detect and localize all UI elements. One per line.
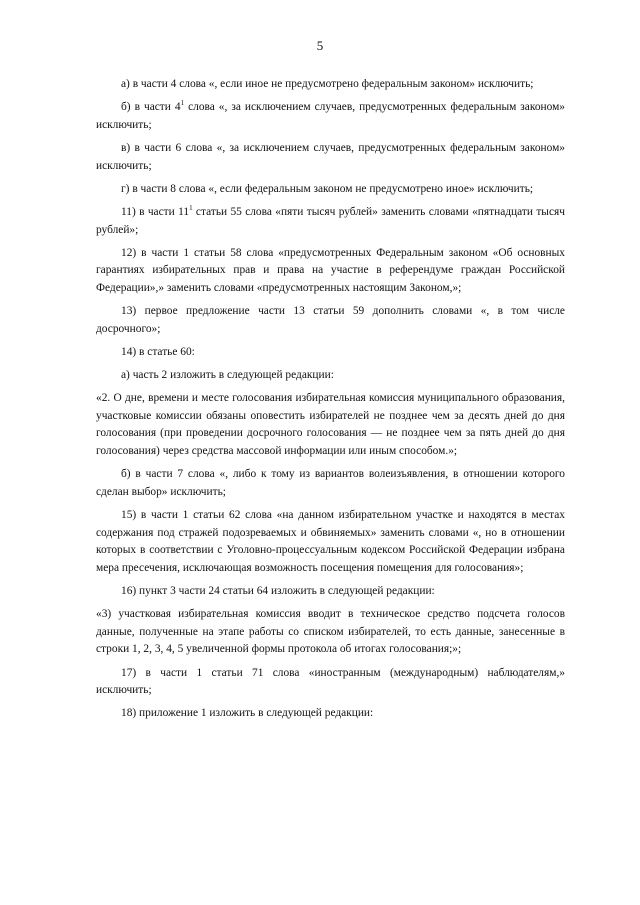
quoted-paragraph: «2. О дне, времени и месте голосования избирательная комиссия муниципального образования, участковые комиссии обязаны оповестить избирателей не позднее чем за десять дней до дня голосования (при проведении досрочного голосования — не позднее чем за пять дней до дня голосования) через средства массовой информации или иным способом.»; [96, 392, 565, 458]
paragraph: 13) первое предложение части 13 статьи 59 дополнить словами «, в том числе досрочного»; [96, 305, 565, 335]
paragraph: б) в части 7 слова «, либо к тому из вариантов волеизъявления, в отношении которого сделан выбор» исключить; [96, 468, 565, 498]
paragraph-text-end: статьи 55 слова «пяти тысяч рублей» заменить словами «пятнадцати тысяч рублей»; [96, 205, 565, 236]
paragraph: 18) приложение 1 изложить в следующей редакции: [121, 707, 374, 720]
document-body [96, 76, 565, 729]
superscript-index: 1 [189, 204, 193, 213]
paragraph: а) в части 4 слова «, если иное не предусмотрено федеральным законом» исключить; [121, 78, 534, 90]
paragraph: в) в части 6 слова «, за исключением случаев, предусмотренных федеральным законом» исключить; [96, 141, 565, 172]
paragraph [96, 99, 565, 134]
paragraph: 12) в части 1 статьи 58 слова «предусмотренных Федеральным законом «Об основных гарантиях избирательных прав и права на участие в референдуме граждан Российской Федерации»,» заменить словами «предусмотренных настоящим Законом,»; [96, 246, 565, 294]
paragraph: 15) в части 1 статьи 62 слова «на данном избирательном участке и находятся в местах содержания под стражей подозреваемых и обвиняемых» заменить словами «, но в отношении которых в соответствии с Уголовно-процессуальным кодексом Российской Федерации избрана мера пресечения, исключающая возможность посещения помещения для голосования»; [96, 509, 565, 574]
paragraph-text-start: б) в части 4 [121, 101, 181, 114]
page-number: 5 [316, 38, 324, 53]
paragraph: а) часть 2 изложить в следующей редакции: [121, 369, 334, 382]
quoted-paragraph: «3) участковая избирательная комиссия вводит в техническое средство подсчета голосов данные, полученные на этапе работы со списком избирателей, то есть данные, занесенные в строки 1, 2, 3, 4, 5 увеличенной формы протокола об итогах голосования;»; [96, 608, 565, 656]
paragraph-text-end: слова «, за исключением случаев, предусмотренных федеральным законом» исключить; [96, 101, 565, 131]
paragraph-text-start: 11) в части 11 [121, 205, 190, 218]
paragraph: 16) пункт 3 части 24 статьи 64 изложить в следующей редакции: [121, 584, 435, 597]
paragraph [96, 204, 565, 239]
superscript-index: 1 [180, 99, 185, 108]
paragraph: г) в части 8 слова «, если федеральным законом не предусмотрено иное» исключить; [121, 182, 534, 195]
paragraph: 17) в части 1 статьи 71 слова «иностранным (международным) наблюдателям,» исключить; [96, 666, 565, 697]
paragraph: 14) в статье 60: [121, 345, 195, 358]
